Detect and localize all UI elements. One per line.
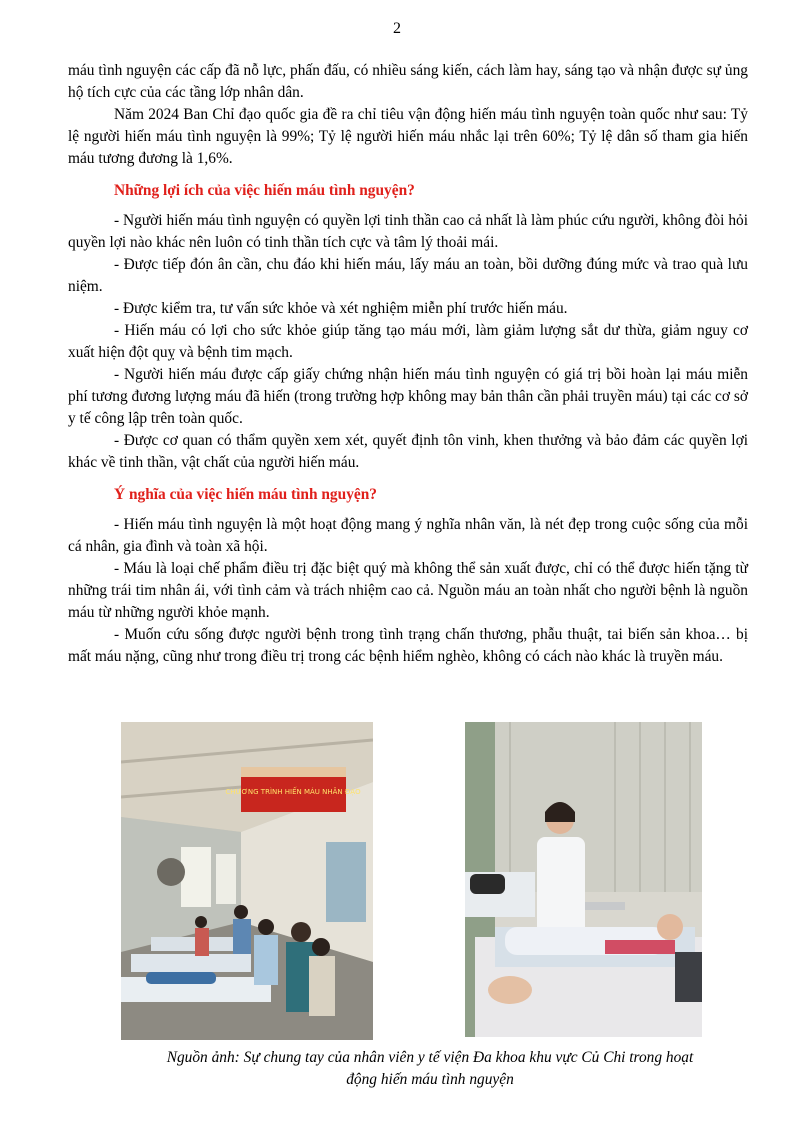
image-caption bbox=[0, 1047, 794, 1091]
photo-donation-hall bbox=[121, 722, 373, 1040]
list-item: - Máu là loại chế phẩm điều trị đặc biệt quý mà không thể sản xuất được, chỉ có thể được hiến tặng từ những trái tim nhân ái, với tình cảm và trách nhiệm cao cả. Nguồn máu an toàn nhất cho người bệnh là nguồn máu từ những người khỏe mạnh. bbox=[68, 560, 748, 621]
list-item: - Được kiểm tra, tư vấn sức khỏe và xét nghiệm miễn phí trước hiến máu. bbox=[114, 300, 568, 317]
list-item: - Hiến máu tình nguyện là một hoạt động mang ý nghĩa nhân văn, là nét đẹp trong cuộc sống của mỗi cá nhân, gia đình và toàn xã hội. bbox=[68, 516, 748, 555]
caption-line: Nguồn ảnh: Sự chung tay của nhân viên y tế viện Đa khoa khu vực Củ Chi trong hoạt bbox=[166, 1049, 694, 1066]
list-item: - Muốn cứu sống được người bệnh trong tình trạng chấn thương, phẫu thuật, tai biến sản khoa… bị mất máu nặng, cũng như trong điều trị trong các bệnh hiểm nghèo, không có cách nào khác là truyền máu. bbox=[68, 626, 748, 665]
paragraph: máu tình nguyện các cấp đã nỗ lực, phấn đấu, có nhiều sáng kiến, cách làm hay, sáng tạo và nhận được sự ủng hộ tích cực của các tầng lớp nhân dân. bbox=[68, 62, 748, 101]
banner-text: CHƯƠNG TRÌNH HIẾN MÁU NHÂN ĐẠO bbox=[225, 788, 361, 796]
list-item: - Người hiến máu tình nguyện có quyền lợi tinh thần cao cả nhất là làm phúc cứu người, không đòi hỏi quyền lợi nào khác nên luôn có tinh thần tích cực và tâm lý thoải mái. bbox=[68, 212, 748, 251]
list-item: - Được cơ quan có thẩm quyền xem xét, quyết định tôn vinh, khen thưởng và bảo đảm các quyền lợi khác về tinh thần, vật chất của người hiến máu. bbox=[68, 432, 748, 471]
donation-hall-image bbox=[121, 722, 373, 1040]
page-number: 2 bbox=[393, 20, 401, 37]
list-item: - Được tiếp đón ân cần, chu đáo khi hiến máu, lấy máu an toàn, bồi dưỡng đúng mức và trao quà lưu niệm. bbox=[68, 256, 748, 295]
section-heading-benefits: Những lợi ích của việc hiến máu tình nguyện? bbox=[114, 182, 415, 199]
paragraph: Năm 2024 Ban Chỉ đạo quốc gia đề ra chỉ tiêu vận động hiến máu tình nguyện toàn quốc như sau: Tỷ lệ người hiến máu tình nguyện là 99%; Tỷ lệ người hiến máu nhắc lại trên 60%; Tỷ lệ dân số tham gia hiến máu tương đương là 1,6%. bbox=[68, 106, 748, 167]
caption-line: động hiến máu tình nguyện bbox=[346, 1071, 514, 1088]
list-item: - Người hiến máu được cấp giấy chứng nhận hiến máu tình nguyện có giá trị bồi hoàn lại máu miễn phí tương đương lượng máu đã hiến (trong trường hợp không may bản thân cần phải truyền máu) tại các cơ sở y tế công lập trên toàn quốc. bbox=[68, 366, 748, 427]
photo-row bbox=[0, 722, 794, 1040]
nurse-donor-image bbox=[465, 722, 702, 1037]
photo-nurse-with-donor bbox=[465, 722, 702, 1037]
list-item: - Hiến máu có lợi cho sức khỏe giúp tăng tạo máu mới, làm giảm lượng sắt dư thừa, giảm nguy cơ xuất hiện đột quỵ và bệnh tim mạch. bbox=[68, 322, 748, 361]
section-heading-meaning: Ý nghĩa của việc hiến máu tình nguyện? bbox=[114, 486, 377, 503]
document-body bbox=[68, 60, 748, 668]
